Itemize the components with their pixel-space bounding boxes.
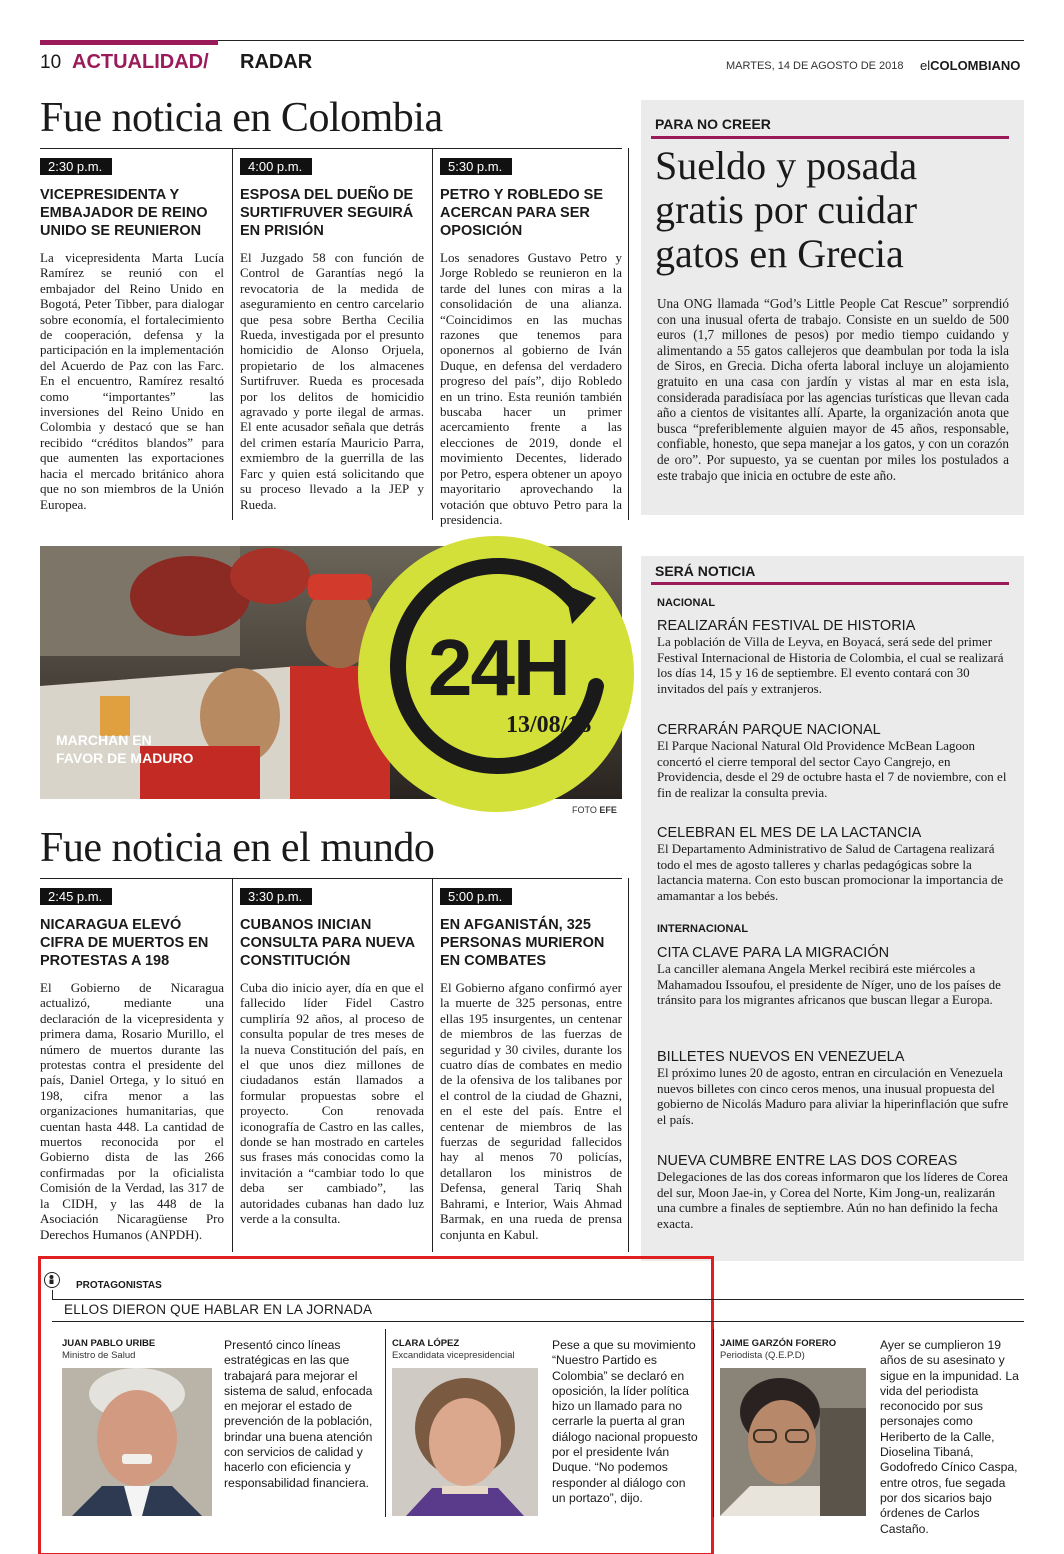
story-headline: CUBANOS INICIAN CONSULTA PARA NUEVA CONSTITUCIÓN	[240, 917, 415, 969]
time-badge: 4:00 p.m.	[240, 158, 312, 175]
story-body: Cuba dio inicio ayer, día en que el fallecido líder Fidel Castro cumpliría 92 años, al proceso de consulta popular de tres meses de la nueva Constitución del país, en el que unos diez millones de ciudadanos están llamados a formular propuestas sobre el proyecto. Con renovada iconografía de Castro en las calles, donde se han mostrado en carteles sus frases más conocidas como la invitación a “cambiar todo lo que deba ser cambiado”, las autoridades cubanas han dado luz verde a la consulta.	[240, 980, 424, 1227]
protagonist-name: CLARA LÓPEZ	[392, 1338, 460, 1349]
news-body: El Parque Nacional Natural Old Providence McBean Lagoon concertó el cierre temporal del sector Cayo Cangrejo, en Providencia, desde el 29 de octubre hasta el 7 de noviembre, con el fin de realizar la consulta previa.	[657, 738, 1007, 800]
nacional-item-2	[657, 722, 1009, 800]
time-badge: 5:00 p.m.	[440, 888, 512, 905]
time-badge: 2:30 p.m.	[40, 158, 112, 175]
protagonistas-rule-2	[52, 1321, 1024, 1322]
column-divider	[232, 878, 233, 1252]
subsection-name: RADAR	[240, 51, 313, 73]
caption-line: MARCHAN EN	[56, 732, 152, 748]
story-headline: EN AFGANISTÁN, 325 PERSONAS MURIERON EN COMBATES	[440, 917, 605, 969]
column-divider	[232, 148, 233, 520]
protagonist-text: Ayer se cumplieron 19 años de su asesinato y sigue en la impunidad. La vida del periodista reconocido por sus personajes como Heriberto de la Calle, Dioselina Tibaná, Godofredo Cínico Caspa, entre otros, fue segada por dos sicarios bajo órdenes de Carlos Castaño.	[880, 1338, 1019, 1536]
time-badge: 3:30 p.m.	[240, 888, 312, 905]
nacional-label: NACIONAL	[657, 597, 716, 609]
protagonistas-rule	[52, 1299, 1024, 1300]
brand-prefix: el	[920, 58, 931, 73]
colombia-title: Fue noticia en Colombia	[40, 95, 443, 141]
photo-caption	[56, 731, 193, 767]
column-divider	[628, 878, 629, 1252]
internacional-item-2	[657, 1049, 1009, 1127]
story-headline: NICARAGUA ELEVÓ CIFRA DE MUERTOS EN PROTESTAS A 198	[40, 917, 209, 969]
time-badge: 5:30 p.m.	[440, 158, 512, 175]
photo-credit	[572, 805, 617, 815]
protagonistas-subtitle: ELLOS DIERON QUE HABLAR EN LA JORNADA	[64, 1302, 373, 1317]
story-body: El Gobierno afgano confirmó ayer la muerte de 325 personas, entre ellas 195 insurgentes, un centenar de miembros de las fuerzas de seguridad y 30 civiles, durante los cuatro días de combates en medio de la ofensiva de los talibanes por el control de la ciudad de Ghazni, en el este del país. Entre el centenar de miembros de las fuerzas de seguridad fallecidos hay al menos 70 policías, detallaron los ministros de Defensa, general Tariq Shah Bahrami, e Interior, Wais Ahmad Barmak, en una rueda de prensa conjunta en Kabul.	[440, 980, 622, 1242]
person-icon	[44, 1272, 60, 1288]
colombia-story-2	[240, 158, 424, 512]
story-body: La vicepresidenta Marta Lucía Ramírez se reunió con el embajador del Reino Unido en Bogotá, Peter Tibber, para dialogar sobre economía, el fortalecimiento de cooperación, defensa y la participación en la implementación del Acuerdo de Paz con las Farc. En el encuentro, Ramírez resaltó como “importantes” las inversiones del Reino Unido en Colombia y destacó que se han recibido “créditos blandos” para que aumenten las exportaciones hacia el mercado británico ahora que no son miembros de la Unión Europea.	[40, 250, 224, 512]
protagonist-role: Excandidata vicepresidencial	[392, 1350, 515, 1361]
mundo-story-1	[40, 888, 224, 1242]
protagonist-photo	[720, 1368, 866, 1516]
internacional-item-1	[657, 945, 1009, 1008]
mundo-story-2	[240, 888, 424, 1227]
internacional-item-3	[657, 1153, 1009, 1231]
protagonist-photo	[392, 1368, 538, 1516]
panel-accent-rule	[651, 136, 1009, 139]
story-body: El Juzgado 58 con función de Control de Garantías negó la revocatoria de la medida de aseguramiento en centro carcelario que pesa sobre Bertha Cecilia Rueda, investigada por el presunto homicidio de Alonso Orjuela, propietario de los almacenes Surtifruver. Rueda es procesada por los delitos de homicidio agravado y porte ilegal de armas. El ente acusador señala que detrás del crimen estaría Mauricio Parra, exmiembro de la guerrilla de las Farc y quien está solicitando que su proceso llevado a la JEP y Rueda.	[240, 250, 424, 512]
panel-accent-rule	[651, 582, 1009, 585]
news-headline: CITA CLAVE PARA LA MIGRACIÓN	[657, 945, 890, 961]
para-no-creer-panel	[641, 100, 1024, 515]
news-body: El próximo lunes 20 de agosto, entran en circulación en Venezuela nuevos billetes con cinco ceros menos, una inusual propuesta del gobierno de Nicolás Maduro para aliviar la hiperinflación que sufre el país.	[657, 1065, 1009, 1127]
credit-prefix: FOTO	[572, 805, 597, 815]
mundo-title: Fue noticia en el mundo	[40, 825, 435, 871]
news-body: Delegaciones de las dos coreas informaron que los líderes de Corea del sur, Moon Jae-in, y Corea del Norte, Kim Jong-un, realizarán una cumbre a finales de septiembre. Aún no han definido la fecha exacta.	[657, 1169, 1008, 1231]
colombia-top-rule	[40, 148, 622, 149]
protagonist-name: JUAN PABLO URIBE	[62, 1338, 156, 1349]
caption-line: FAVOR DE MADURO	[56, 750, 194, 766]
panel-label: PARA NO CREER	[655, 116, 771, 132]
colombia-story-3	[440, 158, 622, 527]
news-body: El Departamento Administrativo de Salud de Cartagena realizará todo el mes de agosto talleres y charlas pedagógicas sobre la lactancia materna. Con esto buscan promocionar la importancia de amamantar a los bebés.	[657, 841, 1004, 903]
protagonist-divider	[385, 1329, 386, 1517]
brand-name: COLOMBIANO	[930, 58, 1021, 73]
page-number: 10	[40, 52, 62, 73]
news-headline: CERRARÁN PARQUE NACIONAL	[657, 722, 881, 738]
nacional-item-3	[657, 825, 1009, 903]
column-divider	[628, 148, 629, 520]
news-body: La población de Villa de Leyva, en Boyacá, será sede del primer Festival Internacional de Historia de Colombia, el cual se realizará los días 14, 15 y 16 de septiembre. El evento contará con 30 invitados del país y extranjeros.	[657, 634, 1004, 696]
newspaper-logo	[920, 58, 1020, 73]
section-accent-bar	[40, 40, 218, 45]
column-divider	[432, 878, 433, 1252]
protagonist-photo	[62, 1368, 212, 1516]
person-icon-glyph	[45, 1273, 58, 1286]
feature-body: Una ONG llamada “God’s Little People Cat Rescue” sorprendió con una inusual oferta de trabajo. Consiste en un sueldo de 500 euros (1,7 millones de pesos) por medio tiempo cuidando y alimentando a 55 gatos callejeros que deambulan por toda la isla de Siros, en Grecia. Dicha oferta laboral incluye un alojamiento gratuito en una casa con jardín y vistas al mar en esta isla, considerada paradisíaca por las agencias turísticas que llevan cada año a cientos de visitantes allí. Aparte, la organización anota que busca “preferiblemente alguien mayor de 45 años, responsable, confiable, honesto, que sepa manejar a los gatos, y con un corazón de oro”. Por supuesto, ya se cuentan por miles los postulados a este trabajo que inicia en octubre de este año.	[657, 296, 1009, 483]
portrait-illustration	[392, 1368, 538, 1516]
story-body: El Gobierno de Nicaragua actualizó, mediante una declaración de la vicepresidenta y primera dama, Rosario Murillo, el número de muertos durante las protestas contra el presidente del país, Daniel Ortega, y lo situó en 198, cifra menor a las organizaciones humanitarias, que cuentan hasta 448. La cantidad de muertos reconocida por el Gobierno dista de las 266 confirmadas por la oficialista Comisión de la Verdad, las 317 de la CIDH, y las 448 de la Asociación Nicaragüense Pro Derechos Humanos (ANPDH).	[40, 980, 224, 1242]
section-name: ACTUALIDAD/	[72, 51, 209, 73]
story-headline: VICEPRESIDENTA Y EMBAJADOR DE REINO UNIDO SE REUNIERON	[40, 187, 208, 239]
protagonist-role: Ministro de Salud	[62, 1350, 136, 1361]
protagonist-role: Periodista (Q.E.P.D)	[720, 1350, 805, 1361]
story-headline: PETRO Y ROBLEDO SE ACERCAN PARA SER OPOSICIÓN	[440, 187, 604, 239]
news-headline: REALIZARÁN FESTIVAL DE HISTORIA	[657, 618, 916, 634]
credit-name: EFE	[599, 805, 617, 815]
feature-title: Sueldo y posada gratis por cuidar gatos en Grecia	[655, 143, 918, 276]
mundo-top-rule	[40, 878, 622, 879]
protagonist-divider	[713, 1329, 714, 1517]
story-body: Los senadores Gustavo Petro y Jorge Robledo se reunieron en la tarde del lunes con miras a la consolidación de una alianza. “Coincidimos en las muchas razones que tenemos para oponernos al gobierno de Iván Duque, en defensa del verdadero progreso del país”, dijo Robledo en un trino. Esta reunión también buscaba hacer un primer acercamiento frente a las elecciones de 2019, donde el movimiento Decentes, liderado por Petro, espera obtener un apoyo mayoritario aprovechando la votación que obtuvo Petro para la presidencia.	[440, 250, 622, 527]
portrait-illustration	[62, 1368, 212, 1516]
mundo-story-3	[440, 888, 622, 1242]
column-divider	[432, 148, 433, 520]
colombia-story-1	[40, 158, 224, 512]
panel-label: SERÁ NOTICIA	[655, 563, 756, 579]
protagonist-name: JAIME GARZÓN FORERO	[720, 1338, 837, 1349]
24h-label: 24H	[428, 623, 569, 712]
issue-date: MARTES, 14 DE AGOSTO DE 2018	[726, 60, 904, 72]
story-headline: ESPOSA DEL DUEÑO DE SURTIFRUVER SEGUIRÁ EN PRISIÓN	[240, 187, 414, 239]
24h-date: 13/08/18	[506, 712, 592, 738]
protagonist-text: Presentó cinco líneas estratégicas en las que trabajará para mejorar el sistema de salud, enfocada en mejorar el estado de prevención de la población, brindar una buena atención con servicios de calidad y hacerlo con eficiencia y responsabilidad financiera.	[224, 1338, 373, 1490]
news-headline: CELEBRAN EL MES DE LA LACTANCIA	[657, 825, 922, 841]
internacional-label: INTERNACIONAL	[657, 923, 749, 935]
time-badge: 2:45 p.m.	[40, 888, 112, 905]
protagonist-text: Pese a que su movimiento “Nuestro Partido es Colombia” se declaró en oposición, la líder política hizo un llamado para no cerrarle la puerta al gran diálogo nacional propuesto por el presidente Iván Duque. “No podemos responder al diálogo con un portazo”, dijo.	[552, 1338, 698, 1505]
protagonistas-label: PROTAGONISTAS	[76, 1280, 162, 1291]
portrait-illustration	[720, 1368, 866, 1516]
nacional-item-1	[657, 618, 1009, 696]
sera-noticia-panel	[641, 556, 1024, 1261]
news-headline: BILLETES NUEVOS EN VENEZUELA	[657, 1049, 905, 1065]
news-headline: NUEVA CUMBRE ENTRE LAS DOS COREAS	[657, 1153, 958, 1169]
news-body: La canciller alemana Angela Merkel recibirá este miércoles a Mahamadou Issoufou, el presidente de Níger, uno de los países de tránsito para los migrantes africanos que buscan llegar a Europa.	[657, 961, 1001, 1008]
